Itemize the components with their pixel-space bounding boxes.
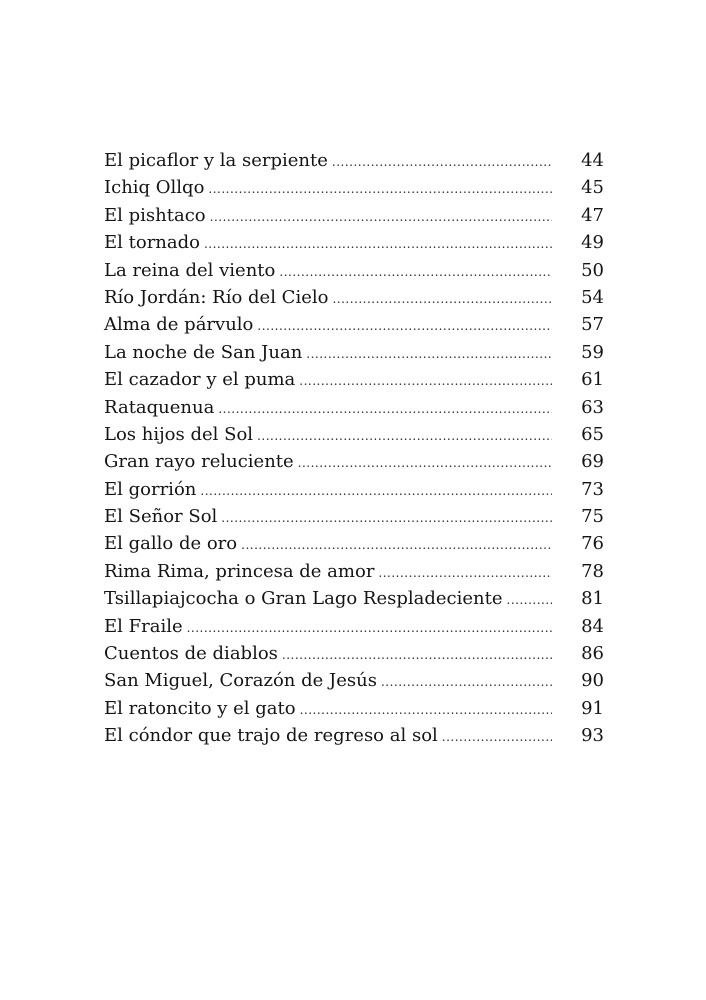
dot-leader [507,587,552,614]
toc-entry-title: Alma de párvulo [104,314,254,336]
toc-entry [104,695,604,722]
toc-entry-title: Tsillapiajcocha o Gran Lago Respladeciente [104,588,503,610]
toc-entry [104,174,604,201]
toc-entry [104,530,604,557]
dot-leader [442,724,552,751]
dot-leader [200,478,552,505]
dot-leader [332,149,552,176]
toc-entry-title: El Fraile [104,615,183,637]
toc-entry-title: La reina del viento [104,259,276,281]
toc-entry [104,476,604,503]
toc-entry-page-number: 57 [581,314,604,336]
toc-entry-page-number: 61 [581,369,604,391]
dot-leader [381,669,552,696]
toc-entry-title: Cuentos de diablos [104,643,278,665]
toc-entry [104,366,604,393]
dot-leader [208,176,552,203]
toc-entry-page-number: 76 [581,533,604,555]
toc-entry [104,229,604,256]
dot-leader [204,231,552,258]
dot-leader [279,259,552,286]
toc-entry-page-number: 47 [581,204,604,226]
dot-leader [298,450,552,477]
toc-entry [104,558,604,585]
toc-entry-page-number: 91 [581,697,604,719]
toc-entry [104,257,604,284]
toc-entry-title: Rima Rima, princesa de amor [104,560,375,582]
dot-leader [299,368,552,395]
toc-entry-page-number: 50 [581,259,604,281]
toc-entry [104,722,604,749]
toc-entry-title: Ichiq Ollqo [104,177,205,199]
toc-entry [104,585,604,612]
dot-leader [300,697,552,724]
toc-entry-page-number: 84 [581,615,604,637]
toc-entry-page-number: 75 [581,506,604,528]
toc-entry-title: El gallo de oro [104,533,238,555]
toc-entry [104,394,604,421]
toc-entry-page-number: 81 [581,588,604,610]
dot-leader [241,532,552,559]
dot-leader [306,341,552,368]
toc-entry-title: El cóndor que trajo de regreso al sol [104,725,438,747]
dot-leader [187,615,552,642]
toc-entry-page-number: 78 [581,560,604,582]
toc-entry [104,284,604,311]
toc-entry-title: Río Jordán: Río del Cielo [104,286,329,308]
dot-leader [378,560,552,587]
toc-entry [104,311,604,338]
toc-entry-page-number: 59 [581,341,604,363]
toc-entry-page-number: 90 [581,670,604,692]
toc-entry [104,421,604,448]
toc-entry-title: El gorrión [104,478,197,500]
toc-entry-page-number: 65 [581,423,604,445]
toc-entry-page-number: 86 [581,643,604,665]
toc-entry-page-number: 63 [581,396,604,418]
toc-entry-page-number: 69 [581,451,604,473]
toc-entry-title: El cazador y el puma [104,369,296,391]
toc-entry-title: El tornado [104,232,200,254]
dot-leader [282,642,552,669]
dot-leader [210,204,552,231]
toc-entry [104,448,604,475]
toc-entry-page-number: 44 [581,150,604,171]
toc-entry [104,667,604,694]
dot-leader [257,313,552,340]
toc-entry-title: Los hijos del Sol [104,423,254,445]
dot-leader [218,396,552,423]
toc-entry-title: Gran rayo reluciente [104,451,294,473]
toc-entry-title: Rataquenua [104,396,215,418]
toc-entry-title: El picaflor y la serpiente [104,150,328,171]
table-of-contents [104,147,604,750]
toc-entry-title: El Señor Sol [104,506,218,528]
toc-entry-title: El ratoncito y el gato [104,697,296,719]
dot-leader [332,286,552,313]
toc-entry-title: La noche de San Juan [104,341,303,363]
toc-entry [104,202,604,229]
toc-entry [104,613,604,640]
toc-entry [104,640,604,667]
toc-entry-title: El pishtaco [104,204,206,226]
toc-entry-page-number: 54 [581,286,604,308]
dot-leader [257,423,552,450]
toc-entry [104,339,604,366]
dot-leader [221,505,552,532]
toc-entry-title: San Miguel, Corazón de Jesús [104,670,377,692]
toc-entry [104,503,604,530]
toc-entry-page-number: 93 [581,725,604,747]
toc-entry-page-number: 49 [581,232,604,254]
toc-entry [104,147,604,174]
toc-entry-page-number: 73 [581,478,604,500]
toc-entry-page-number: 45 [581,177,604,199]
